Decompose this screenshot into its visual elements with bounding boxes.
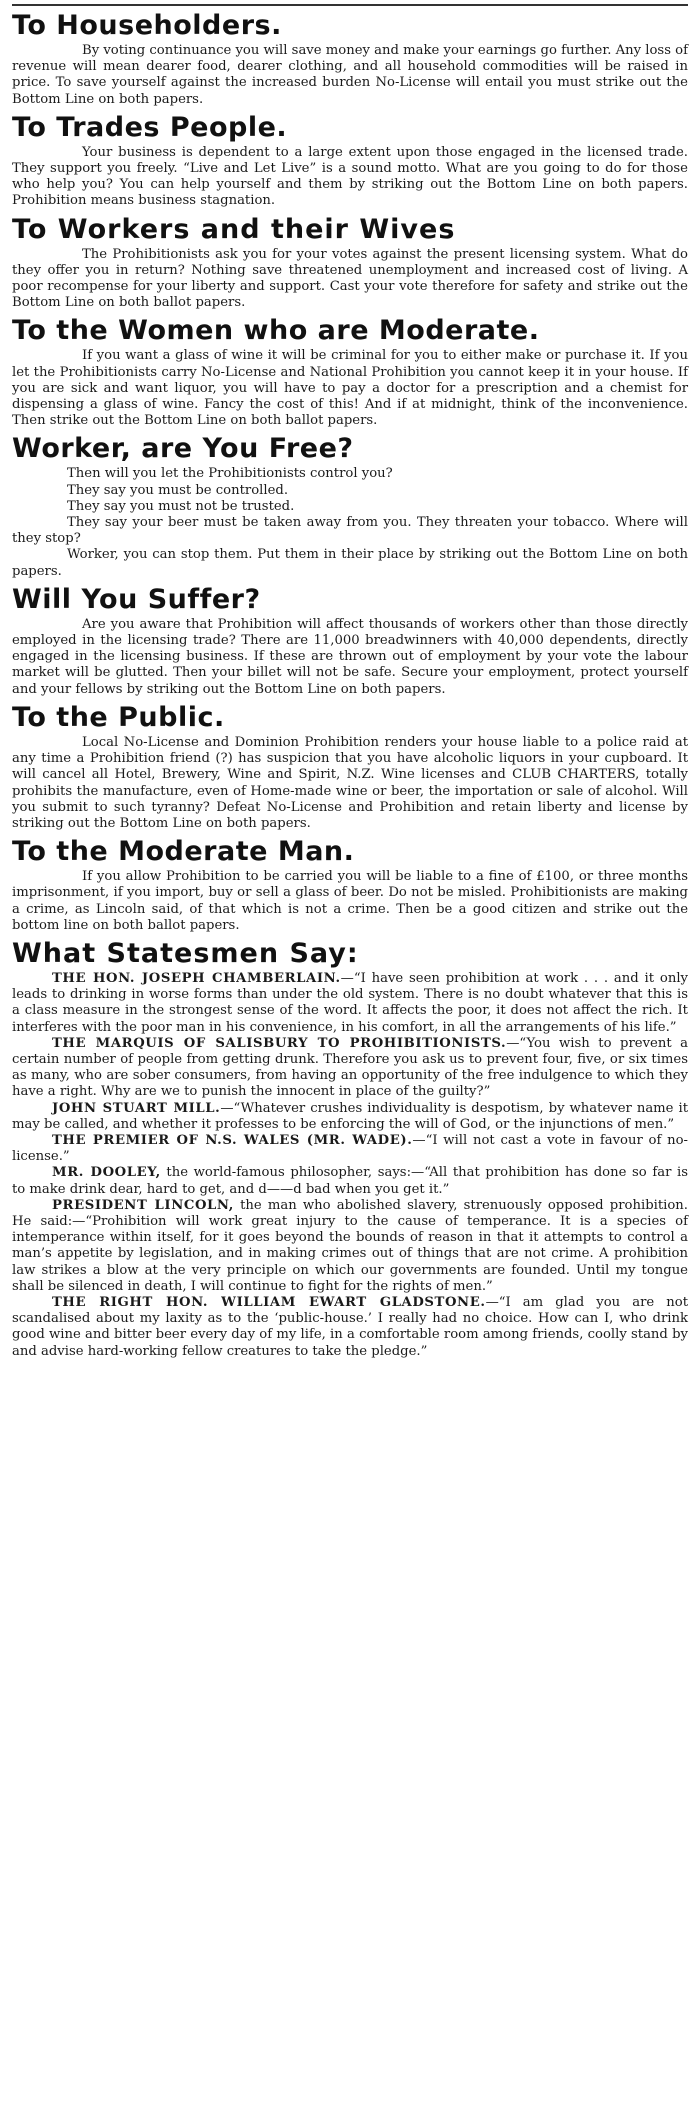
top-rule [12, 4, 688, 6]
quote-speaker: THE RIGHT HON. WILLIAM EWART GLADSTONE. [52, 1294, 486, 1310]
section-heading: Will You Suffer? [12, 583, 261, 615]
section-heading: Worker, are You Free? [12, 433, 354, 465]
section-statesmen [12, 938, 688, 1360]
quote-mill [12, 1101, 688, 1133]
section-body [12, 735, 688, 832]
quote-salisbury [12, 1036, 688, 1101]
paragraph: The Prohibitionists ask you for your votes against the present licensing system. What do they offer you in return? Nothing save threatened unemployment and increased cost of living. A poor recompense for your liberty and support. Cast your vote therefore for safety and strike out the Bottom Line on both ballot papers. [12, 246, 688, 311]
section-heading: To the Women who are Moderate. [12, 315, 540, 347]
paragraph: Then will you let the Prohibitionists control you? [67, 466, 393, 482]
paragraph: Worker, you can stop them. Put them in their place by striking out the Bottom Line on both papers. [12, 547, 688, 579]
quote-text: the world-famous philosopher, says:—“All that prohibition has done so far is to make drink dear, hard to get, and d——d bad when you get it.” [12, 1165, 688, 1197]
section-body [12, 466, 688, 579]
quote-text: the man who abolished slavery, strenuously opposed prohibition. He said:—“Prohibition will work great injury to the cause of temperance. It is a species of intemperance within itself, for it goes beyond the bounds of reason in that it attempts to control a man’s appetite by legislation, and in making crimes out of things that are not crime. A prohibition law strikes a blow at the very principle on which our governments are founded. Until my tongue shall be silenced in death, I will continue to fight for the rights of men.” [12, 1197, 688, 1294]
section-trades-people [12, 112, 688, 210]
section-heading: To Workers and their Wives [12, 213, 456, 245]
section-will-you-suffer [12, 584, 688, 698]
quote-text: —“You wish to prevent a certain number of people from getting drunk. Therefore you ask us to prevent four, five, or six times as many, who are sober consumers, from having an opportunity of the free indulgence to which they have a right. Why are we to punish the innocent in place of the guilty?” [12, 1035, 688, 1100]
section-heading: What Statesmen Say: [12, 937, 359, 969]
paragraph: They say you must not be trusted. [67, 498, 295, 514]
quote-text: —“I have seen prohibition at work . . . and it only leads to drinking in worse forms than under the old system. There is no doubt whatever that this is a class measure in the strongest sense of the word. It affects the poor, it does not affect the rich. It interferes with the poor man in his convenience, in his comfort, in all the arrangements of his life.” [12, 970, 688, 1035]
section-body [12, 869, 688, 934]
section-public [12, 702, 688, 832]
quote-text: —“I will not cast a vote in favour of no-license.” [12, 1132, 688, 1165]
section-body [12, 43, 688, 108]
quote-speaker: THE MARQUIS OF SALISBURY TO PROHIBITIONISTS. [52, 1035, 507, 1051]
quote-speaker: JOHN STUART MILL. [52, 1100, 221, 1116]
section-body [12, 617, 688, 698]
quote-text: —“I am glad you are not scandalised about my laxity as to the ‘public-house.’ I really had no choice. How can I, who drink good wine and bitter beer every day of my life, in a comfortable room among friends, coolly stand by and advise hard-working fellow creatures to take the pledge.” [12, 1294, 688, 1359]
section-workers-wives [12, 214, 688, 312]
quote-lincoln [12, 1198, 688, 1295]
section-body [12, 348, 688, 429]
section-body [12, 247, 688, 312]
quote-speaker: MR. DOOLEY, [52, 1165, 161, 1181]
quote-speaker: THE HON. JOSEPH CHAMBERLAIN. [52, 970, 341, 986]
quote-list [12, 971, 688, 1360]
paragraph: If you allow Prohibition to be carried you will be liable to a fine of £100, or three months imprisonment, if you import, buy or sell a glass of beer. Do not be misled. Prohibitionists are making a crime, as Lincoln said, of that which is not a crime. Then be a good citizen and strike out the bottom line on both ballot papers. [12, 869, 688, 933]
paragraph: They say you must be controlled. [67, 482, 289, 498]
paragraph: Your business is dependent to a large extent upon those engaged in the licensed trade. They support you freely. “Live and Let Live” is a sound motto. What are you going to do for those who help you? You can help yourself and them by striking out the Bottom Line on both papers. Prohibition means business stagnation. [12, 144, 688, 209]
quote-gladstone [12, 1295, 688, 1360]
quote-chamberlain [12, 971, 688, 1036]
section-heading: To the Public. [12, 701, 225, 733]
section-heading: To Trades People. [12, 111, 288, 143]
quote-wade [12, 1133, 688, 1165]
section-women-moderate [12, 315, 688, 429]
section-heading: To the Moderate Man. [12, 836, 355, 868]
paragraph: They say your beer must be taken away from you. They threaten your tobacco. Where will they stop? [12, 515, 688, 547]
section-worker-free [12, 433, 688, 579]
paragraph: Are you aware that Prohibition will affect thousands of workers other than those directly employed in the licensing trade? There are 11,000 breadwinners with 40,000 dependents, directly engaged in the licensing business. If these are thrown out of employment by your vote the labour market will be glutted. Then your billet will not be safe. Secure your employment, protect yourself and your fellows by striking out the Bottom Line on both papers. [12, 616, 688, 697]
paragraph: If you want a glass of wine it will be criminal for you to either make or purchase it. If you let the Prohibitionists carry No-License and National Prohibition you cannot keep it in your house. If you are sick and want liquor, you will have to pay a doctor for a prescription and a chemist for dispensing a glass of wine. Fancy the cost of this! And if at midnight, think of the inconvenience. Then strike out the Bottom Line on both ballot papers. [12, 348, 688, 429]
section-body [12, 145, 688, 210]
quote-text: —“Whatever crushes individuality is despotism, by whatever name it may be called, and whether it professes to be enforcing the will of God, or the injunctions of men.” [12, 1100, 689, 1132]
section-heading: To Householders. [12, 10, 282, 41]
section-householders [12, 10, 688, 108]
quote-speaker: PRESIDENT LINCOLN, [52, 1197, 234, 1213]
paragraph: By voting continuance you will save money and make your earnings go further. Any loss of revenue will mean dearer food, dearer clothing, and all household commodities will be raised in price. To save yourself against the increased burden No-License will entail you must strike out the Bottom Line on both papers. [12, 43, 688, 107]
paragraph: Local No-License and Dominion Prohibition renders your house liable to a police raid at any time a Prohibition friend (?) has suspicion that you have alcoholic liquors in your cupboard. It will cancel all Hotel, Brewery, Wine and Spirit, N.Z. Wine licenses and CLUB CHARTERS, totally prohibits the manufacture, even of Home-made wine or beer, the importation or sale of alcohol. Will you submit to such tyranny? Defeat No-License and Prohibition and retain liberty and license by striking out the Bottom Line on both papers. [12, 734, 688, 831]
section-moderate-man [12, 836, 688, 934]
quote-dooley [12, 1165, 688, 1197]
quote-speaker: THE PREMIER OF N.S. WALES (MR. WADE). [52, 1132, 413, 1148]
